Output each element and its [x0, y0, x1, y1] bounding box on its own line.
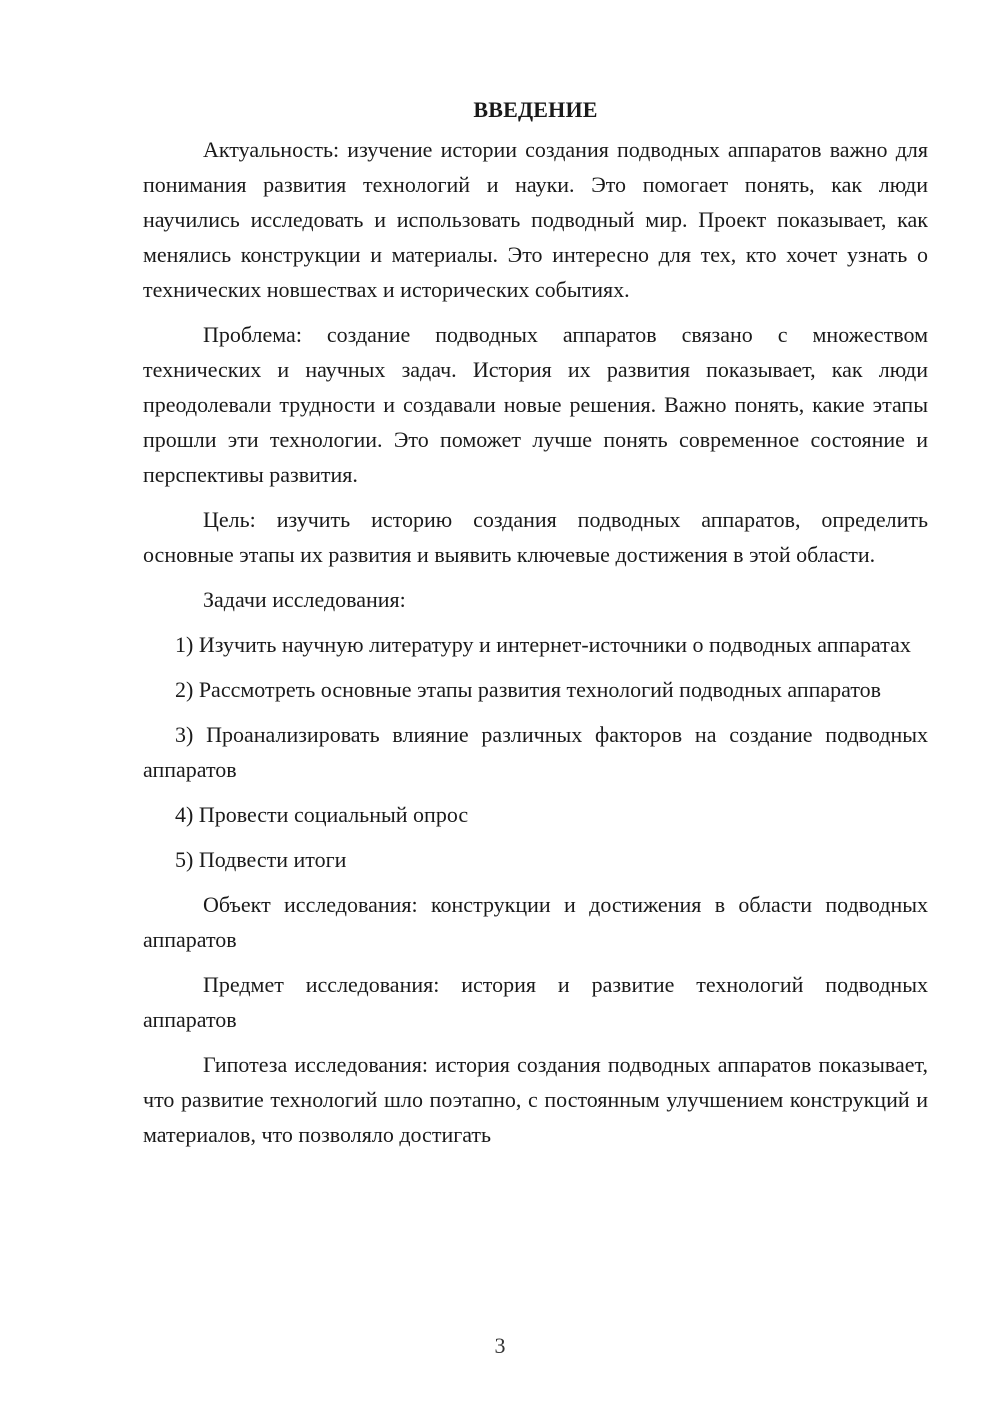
object-paragraph: Объект исследования: конструкции и достижения в области подводных аппаратов: [143, 892, 928, 952]
task-item-5: 5) Подвести итоги: [175, 847, 347, 872]
tasks-heading: Задачи исследования:: [203, 587, 406, 612]
task-item-1: 1) Изучить научную литературу и интернет-источники о подводных аппаратах: [175, 632, 911, 657]
task-item-2: 2) Рассмотреть основные этапы развития технологий подводных аппаратов: [175, 677, 882, 702]
hypothesis-paragraph: Гипотеза исследования: история создания подводных аппаратов показывает, что развитие технологий шло поэтапно, с постоянным улучшением конструкций и материалов, что позволяло достигать: [143, 1052, 928, 1147]
goal-paragraph: Цель: изучить историю создания подводных аппаратов, определить основные этапы их развития и выявить ключевые достижения в этой области.: [143, 507, 928, 567]
subject-paragraph: Предмет исследования: история и развитие технологий подводных аппаратов: [143, 972, 928, 1032]
section-title: ВВЕДЕНИЕ: [473, 97, 598, 122]
task-item-4: 4) Провести социальный опрос: [175, 802, 469, 827]
task-item-3: 3) Проанализировать влияние различных факторов на создание подводных аппаратов: [143, 722, 928, 782]
relevance-paragraph: Актуальность: изучение истории создания подводных аппаратов важно для понимания развития технологий и науки. Это помогает понять, как люди научились исследовать и использовать подводный мир. Проект показывает, как менялись конструкции и материалы. Это интересно для тех, кто хочет узнать о технических новшествах и исторических событиях.: [143, 137, 928, 302]
document-page: [143, 92, 928, 1162]
page-number: 3: [494, 1333, 506, 1358]
problem-paragraph: Проблема: создание подводных аппаратов связано с множеством технических и научных задач. История их развития показывает, как люди преодолевали трудности и создавали новые решения. Важно понять, какие этапы прошли эти технологии. Это поможет лучше понять современное состояние и перспективы развития.: [143, 322, 928, 487]
